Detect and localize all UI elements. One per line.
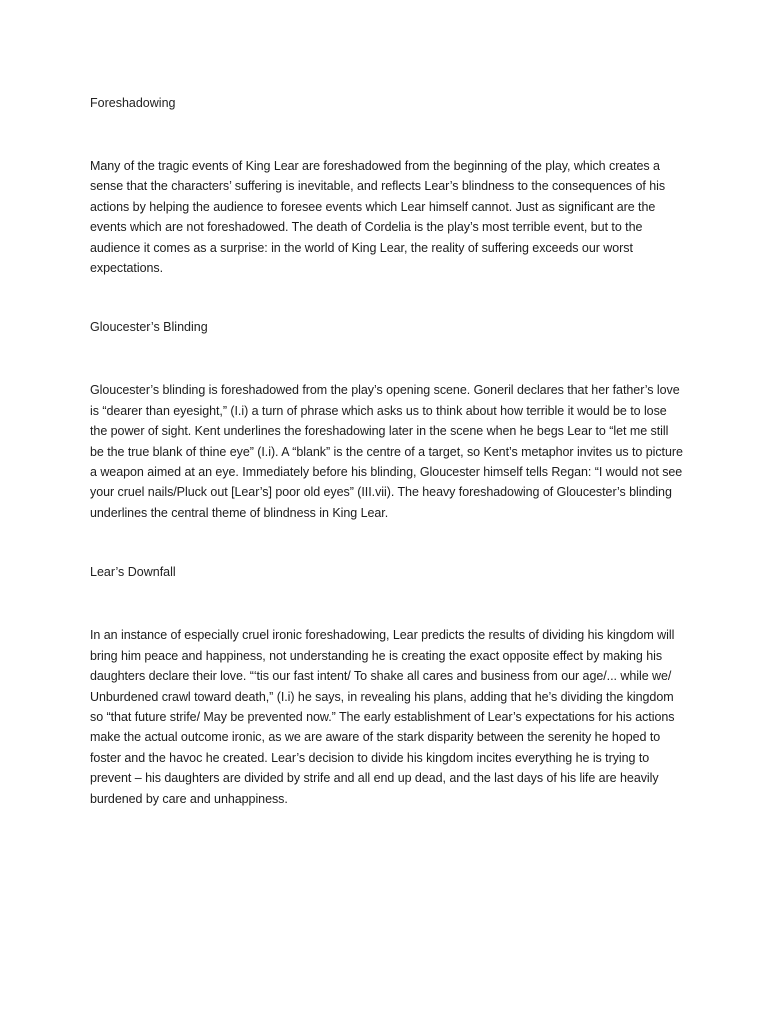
section-heading-gloucesters-blinding: Gloucester’s Blinding [90, 320, 208, 335]
spacer [90, 581, 684, 625]
spacer [90, 523, 684, 563]
section-heading-foreshadowing: Foreshadowing [90, 96, 176, 110]
spacer [90, 336, 684, 380]
paragraph-gloucesters-blinding: Gloucester’s blinding is foreshadowed from the play’s opening scene. Goneril declares that her father’s love is “dearer than eyesight,” (I.i) a turn of phrase which asks us to think about how terrible it would be to lose the power of sight. Kent underlines the foreshadowing later in the scene when he begs Lear to “let me still be the true blank of thine eye” (I.i). A “blank” is the centre of a target, so Kent’s metaphor invites us to picture a weapon aimed at an eye. Immediately before his blinding, Gloucester himself tells Regan: “I would not see your cruel nails/Pluck out [Lear’s] poor old eyes” (III.vii). The heavy foreshadowing of Gloucester’s blinding underlines the central theme of blindness in King Lear. [90, 383, 683, 520]
paragraph-foreshadowing: Many of the tragic events of King Lear are foreshadowed from the beginning of the play, which creates a sense that the characters’ suffering is inevitable, and reflects Lear’s blindness to the consequences of his actions by helping the audience to foresee events which Lear himself cannot. Just as significant are the events which are not foreshadowed. The death of Cordelia is the play’s most terrible event, but to the audience it comes as a surprise: in the world of King Lear, the reality of suffering exceeds our worst expectations. [90, 159, 666, 276]
paragraph-lears-downfall: In an instance of especially cruel ironic foreshadowing, Lear predicts the results of dividing his kingdom will bring him peace and happiness, not understanding he is creating the exact opposite effect by making his daughters declare their love. “‘tis our fast intent/ To shake all cares and business from our age/... while we/ Unburdened crawl toward death,” (I.i) he says, in revealing his plans, adding that he’s dividing the kingdom so “that future strife/ May be prevented now.” The early establishment of Lear’s expectations for his actions make the actual outcome ironic, as we are aware of the stark disparity between the serenity he hoped to foster and the havoc he created. Lear’s decision to divide his kingdom incites everything he is trying to prevent – his daughters are divided by strife and all end up dead, and the last days of his life are heavily burdened by care and unhappiness. [90, 628, 675, 806]
section-heading-lears-downfall: Lear’s Downfall [90, 565, 176, 580]
spacer [90, 278, 684, 318]
spacer [90, 112, 684, 156]
